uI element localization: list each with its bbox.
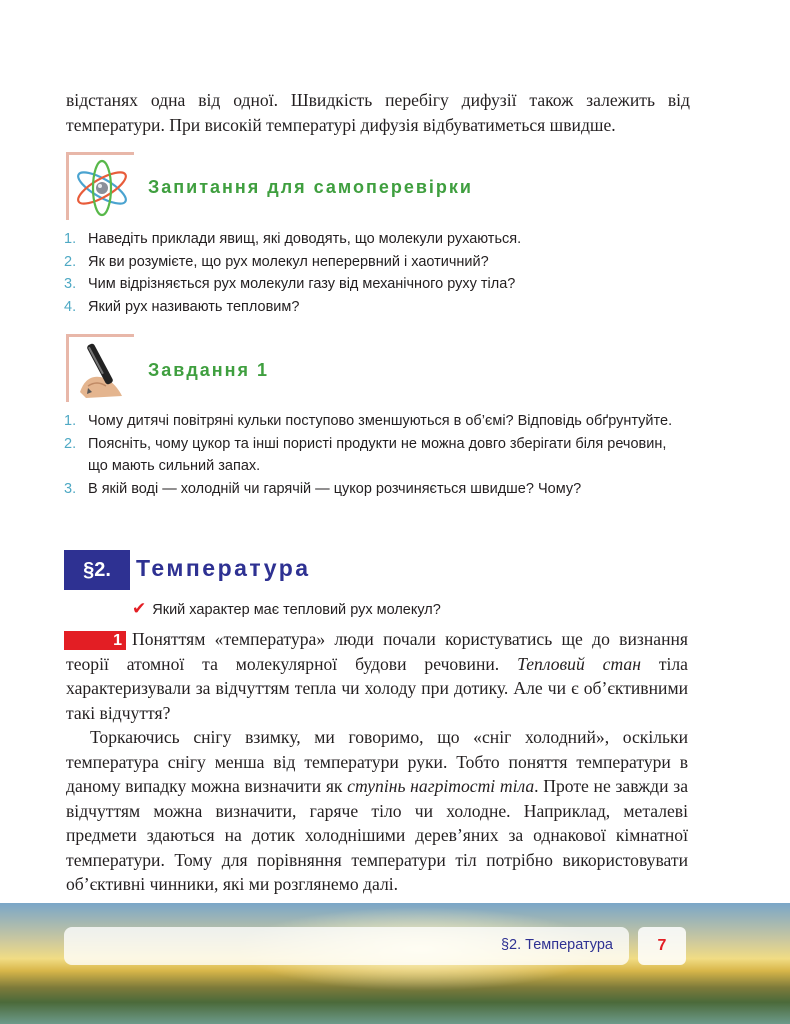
list-item: 2. Поясніть, чому цукор та інші пористі продукти не можна довго зберігати біля речовин, що мають сильний запах.: [64, 435, 667, 474]
list-item: 3. В якій воді — холодній чи гарячій — цукор розчиняється швидше? Чому?: [64, 480, 582, 497]
pen-hand-icon: [66, 334, 134, 402]
key-question-text: Який характер має тепловий рух молекул?: [152, 602, 441, 618]
list-item: 3. Чим відрізняється рух молекули газу від механічного руху тіла?: [64, 276, 516, 292]
self-check-heading: Запитання для самоперевірки: [148, 177, 474, 197]
list-item: 2. Як ви розумієте, що рух молекул неперервний і хаотичний?: [64, 253, 489, 270]
footer-section-title: §2. Температура: [500, 937, 613, 953]
intro-paragraph: [66, 88, 690, 137]
section-number-badge: §2.: [64, 550, 130, 590]
check-mark-icon: ✔: [132, 599, 147, 618]
page-footer: [0, 903, 790, 1024]
body-paragraph-2: Торкаючись снігу взимку, ми говоримо, що «сніг холодний», оскільки температура снігу менша від температури руки. Тобто поняття температури в даному випадку можна визначити як ступінь нагрітості тіла. Проте не завжди за відчуттям можна визначити, гаряче тіло чи холодне. Наприклад, металеві предмети здаються на дотик холоднішими дерев’яних за однакової кімнатної температури. Тому для порівняння температури тіл потрібно використовувати об’єктивні чинники, які ми розглянемо далі.: [66, 727, 689, 894]
self-check-list: [64, 228, 690, 318]
page-number: 7: [638, 927, 686, 965]
key-question: [132, 599, 441, 619]
body-text: [66, 627, 688, 897]
footer-title-strip: [64, 927, 629, 965]
list-item: 1. Чому дитячі повітряні кульки поступово зменшуються в об’ємі? Відповідь обґрунтуйте.: [64, 413, 673, 429]
self-check-icon-box: [66, 152, 134, 220]
body-paragraph-1: Поняттям «температура» люди почали користуватись ще до визнання теорії атомної та молекулярної будови речовини. Тепловий стан тіла характеризували за відчуттям тепла чи холоду при дотику. Але чи є об’єктивними такі відчуття?: [66, 629, 688, 723]
atom-icon: [66, 152, 134, 220]
task-list: [64, 410, 690, 500]
section-title: Температура: [136, 555, 311, 581]
list-item: 1. Наведіть приклади явищ, які доводять, що молекули рухаються.: [64, 231, 522, 247]
task-heading: Завдання 1: [148, 360, 270, 380]
paragraph-marker: 1: [64, 631, 126, 650]
intro-text: відстанях одна від одної. Швидкість перебігу дифузії також залежить від температури. При високій температурі дифузія відбуватиметься швидше.: [66, 90, 690, 135]
list-item: 4. Який рух називають тепловим?: [64, 298, 300, 315]
task-icon-box: [66, 334, 134, 402]
